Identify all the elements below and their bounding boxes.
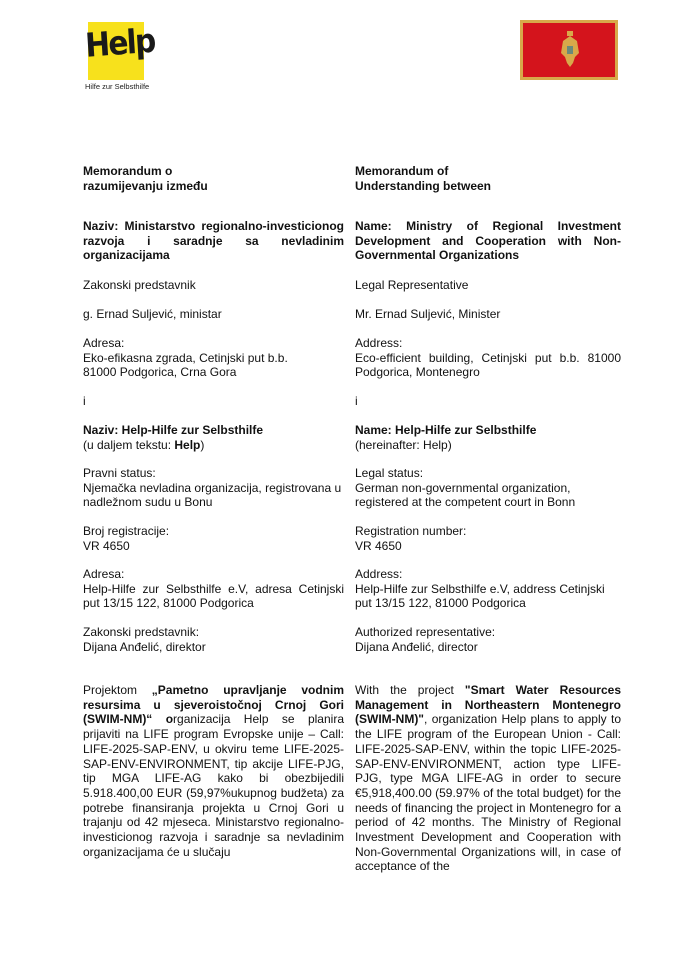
registration-label: Registration number: bbox=[355, 524, 467, 538]
alias-value: Help bbox=[174, 437, 201, 452]
party1-name: Naziv: Ministarstvo regionalno-investicionog razvoja i saradnje sa nevladinim organizacijama bbox=[83, 219, 344, 263]
title-left bbox=[83, 164, 344, 193]
title-line-1: Memorandum of bbox=[355, 164, 449, 178]
auth-rep-block bbox=[83, 625, 344, 654]
conjunction: i bbox=[83, 394, 86, 408]
montenegro-flag-icon bbox=[520, 20, 618, 80]
legal-rep-label: Zakonski predstavnik bbox=[83, 278, 196, 292]
address-value: Eco-efficient building, Cetinjski put b.b. 81000 Podgorica, Montenegro bbox=[355, 350, 621, 380]
address-line-2: 81000 Podgorica, Crna Gora bbox=[83, 365, 237, 380]
auth-rep-label: Authorized representative: bbox=[355, 625, 496, 639]
title-line-2: Understanding between bbox=[355, 178, 492, 193]
address2-value: Help-Hilfe zur Selbsthilfe e.V, address Cetinjski put 13/15 122, 81000 Podgorica bbox=[355, 581, 605, 611]
alias-prefix: (u daljem tekstu: bbox=[83, 437, 175, 452]
legal-rep-value: Mr. Ernad Suljević, Minister bbox=[355, 307, 501, 321]
party1-name: Name: Ministry of Regional Investment Development and Cooperation with Non-Governmental Organizations bbox=[355, 219, 621, 263]
registration-label: Broj registracije: bbox=[83, 524, 170, 538]
address-label: Adresa: bbox=[83, 336, 125, 350]
party2-alias: (hereinafter: Help) bbox=[355, 437, 452, 452]
address2-label: Address: bbox=[355, 567, 403, 581]
title-right bbox=[355, 164, 621, 193]
auth-rep-label: Zakonski predstavnik: bbox=[83, 625, 200, 639]
auth-rep-value: Dijana Anđelić, director bbox=[355, 639, 478, 654]
address2-block bbox=[83, 567, 344, 611]
eagle-emblem-icon bbox=[561, 31, 579, 69]
registration-value: VR 4650 bbox=[83, 538, 130, 553]
address-block bbox=[355, 336, 621, 380]
title-line-2: razumijevanju između bbox=[83, 178, 208, 193]
project-paragraph bbox=[83, 683, 344, 859]
address-line-1: Eko-efikasna zgrada, Cetinjski put b.b. bbox=[83, 350, 288, 365]
legal-status-label: Legal status: bbox=[355, 466, 424, 480]
legal-status-block bbox=[355, 466, 621, 510]
para-body: , organization Help plans to apply to the LIFE program of the European Union - Call: LIFE-2025-SAP-ENV, within the topic LIFE-2025-SAP-ENV-ENVIRONMENT, action type LIFE-PJG, type MGA LIFE-AG in order to secure €5,918,400.00 (59.97% of the total budget) for the needs of financing the project in Montenegro for a period of 42 months. The Ministry of Regional Investment Development and Cooperation with Non-Governmental Organizations will, in case of acceptance of the bbox=[355, 712, 621, 874]
para-body: rganizacija Help se planira prijaviti na LIFE program Evropske unije – Call: LIFE-2025-SAP-ENV, u okviru teme LIFE-2025-SAP-ENV-ENVIRONMENT, tip akcije LIFE-PJG, tip MGA LIFE-AG kako bi obezbijedili 5.918.400,00 EUR (59,97%ukupnog budžeta) za potrebe finansiranja projekta u Crnoj Gori u trajanju od 42 mjeseca. Ministarstvo regionalno-investicionog razvoja i saradnje sa nevladinim organizacijama će u slučaju bbox=[83, 712, 344, 859]
address2-label: Adresa: bbox=[83, 567, 125, 581]
address-block bbox=[83, 336, 344, 380]
address2-value: Help-Hilfe zur Selbsthilfe e.V, adresa Cetinjski put 13/15 122, 81000 Podgorica bbox=[83, 581, 344, 611]
auth-rep-value: Dijana Anđelić, direktor bbox=[83, 639, 206, 654]
registration-block bbox=[83, 524, 344, 553]
alias-suffix: ) bbox=[200, 437, 205, 452]
address2-block bbox=[355, 567, 621, 611]
logo-wordmark: Help bbox=[84, 20, 156, 65]
para-intro: With the project bbox=[355, 683, 465, 697]
legal-status-value: Njemačka nevladina organizacija, registrovana u nadležnom sudu u Bonu bbox=[83, 480, 342, 510]
legal-rep-label: Legal Representative bbox=[355, 278, 469, 292]
registration-value: VR 4650 bbox=[355, 538, 402, 553]
party2-alias bbox=[83, 438, 344, 453]
party2-name: Naziv: Help-Hilfe zur Selbsthilfe bbox=[83, 423, 264, 437]
party2-block bbox=[355, 423, 621, 452]
party2-name: Name: Help-Hilfe zur Selbsthilfe bbox=[355, 423, 537, 437]
legal-status-label: Pravni status: bbox=[83, 466, 156, 480]
conjunction: i bbox=[355, 394, 358, 408]
auth-rep-block bbox=[355, 625, 621, 654]
project-title: „Pametno upravljanje vodnim resursima u sjeveroistočnoj Crnoj Gori (SWIM-NM)“ o bbox=[83, 683, 344, 727]
address-label: Address: bbox=[355, 336, 403, 350]
logo-tagline: Hilfe zur Selbsthilfe bbox=[85, 82, 150, 91]
project-paragraph bbox=[355, 683, 621, 874]
legal-status-block bbox=[83, 466, 344, 510]
legal-rep-value: g. Ernad Suljević, ministar bbox=[83, 307, 222, 321]
project-title: "Smart Water Resources Management in Northeastern Montenegro (SWIM-NM)" bbox=[355, 683, 621, 727]
party2-block bbox=[83, 423, 344, 452]
para-intro: Projektom bbox=[83, 683, 152, 697]
title-line-1: Memorandum o bbox=[83, 164, 173, 178]
legal-status-value: German non-governmental organization, registered at the competent court in Bonn bbox=[355, 480, 576, 510]
registration-block bbox=[355, 524, 621, 553]
